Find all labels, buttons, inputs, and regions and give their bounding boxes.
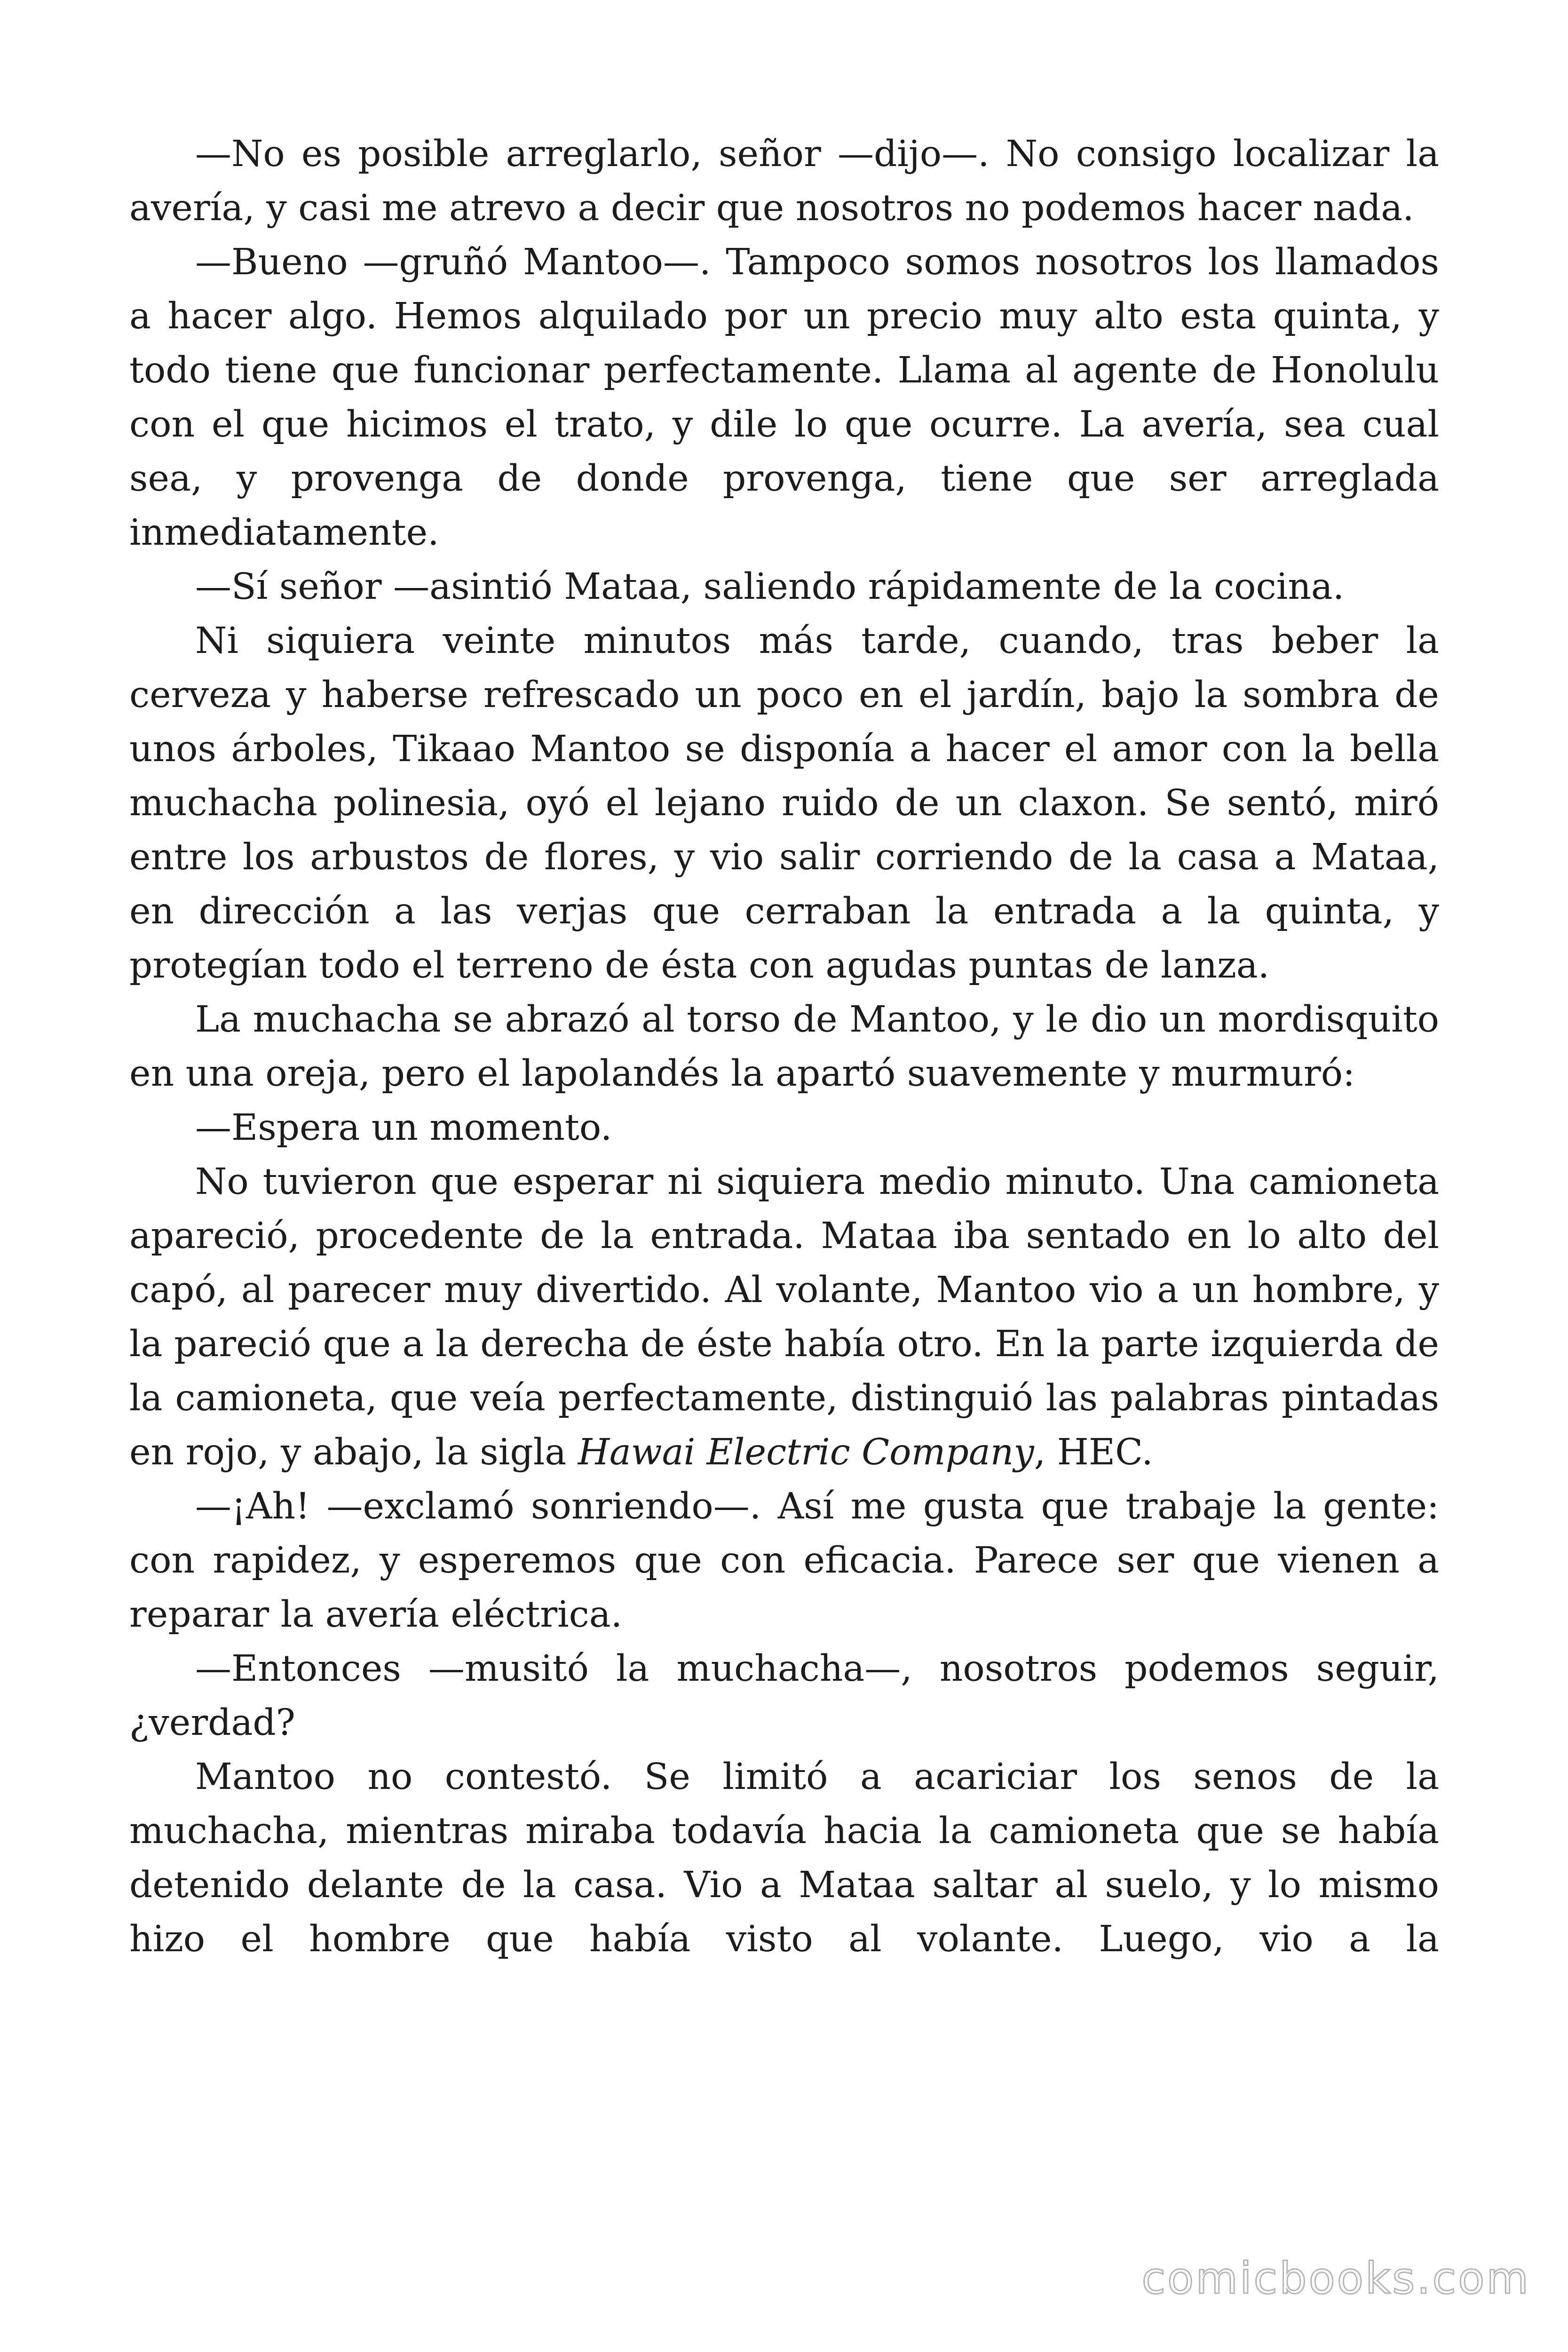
page-text <box>129 127 1439 1966</box>
paragraph: —No es posible arreglarlo, señor —dijo—. No consigo localizar la avería, y casi me atrevo a decir que nosotros no podemos hacer nada. <box>129 133 1439 229</box>
paragraph-text: , HEC. <box>1034 1431 1153 1473</box>
watermark: comicbooks.com <box>1141 2253 1530 2304</box>
paragraph: La muchacha se abrazó al torso de Mantoo, y le dio un mordisquito en una oreja, pero el lapolandés la apartó suavemente y murmuró: <box>129 999 1439 1095</box>
paragraph <box>129 1155 1439 1479</box>
paragraph-text: No tuvieron que esperar ni siquiera medio minuto. Una camioneta apareció, procedente de la entrada. Mataa iba sentado en lo alto del capó, al parecer muy divertido. Al volante, Mantoo vio a un hombre, y la pareció que a la derecha de éste había otro. En la parte izquierda de la camioneta, que veía perfectamente, distinguió las palabras pintadas en rojo, y abajo, la sigla <box>129 1161 1439 1473</box>
paragraph: —Sí señor —asintió Mataa, saliendo rápidamente de la cocina. <box>195 566 1345 608</box>
company-name: Hawai Electric Company <box>578 1431 1034 1473</box>
paragraph: —Espera un momento. <box>195 1107 612 1149</box>
paragraph: —Bueno —gruñó Mantoo—. Tampoco somos nosotros los llamados a hacer algo. Hemos alquilado por un precio muy alto esta quinta, y todo tiene que funcionar perfectamente. Llama al agente de Honolulu con el que hicimos el trato, y dile lo que ocurre. La avería, sea cual sea, y provenga de donde provenga, tiene que ser arreglada inmediatamente. <box>129 241 1439 554</box>
paragraph: —¡Ah! —exclamó sonriendo—. Así me gusta que trabaje la gente: con rapidez, y esperemos que con eficacia. Parece ser que vienen a reparar la avería eléctrica. <box>129 1486 1439 1636</box>
paragraph: Ni siquiera veinte minutos más tarde, cuando, tras beber la cerveza y haberse refrescado un poco en el jardín, bajo la sombra de unos árboles, Tikaao Mantoo se disponía a hacer el amor con la bella muchacha polinesia, oyó el lejano ruido de un claxon. Se sentó, miró entre los arbustos de flores, y vio salir corriendo de la casa a Mataa, en dirección a las verjas que cerraban la entrada a la quinta, y protegían todo el terreno de ésta con agudas puntas de lanza. <box>129 620 1439 986</box>
paragraph: Mantoo no contestó. Se limitó a acariciar los senos de la muchacha, mientras miraba todavía hacia la camioneta que se había detenido delante de la casa. Vio a Mataa saltar al suelo, y lo mismo hizo el hombre que había visto al volante. Luego, vio a la <box>129 1756 1439 1960</box>
paragraph: —Entonces —musitó la muchacha—, nosotros podemos seguir, ¿verdad? <box>129 1648 1439 1744</box>
